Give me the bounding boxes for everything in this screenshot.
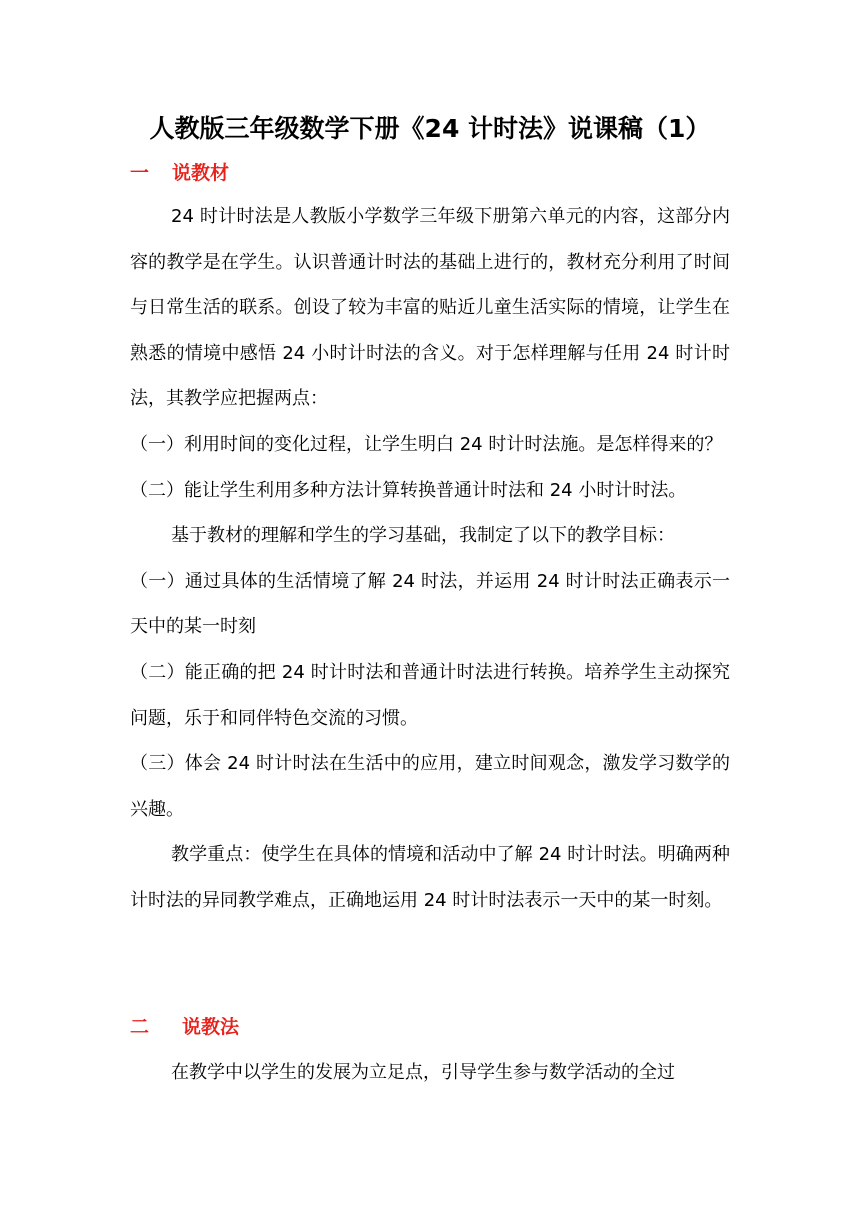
paragraph-key-points: 教学重点：使学生在具体的情境和活动中了解 24 时计时法。明确两种计时法的异同教学难点，正确地运用 24 时计时法表示一天中的某一时刻。: [130, 844, 730, 911]
paragraph-goal-3: （三）体会 24 时计时法在生活中的应用，建立时间观念，激发学习数学的兴趣。: [130, 753, 730, 820]
document-title: 人教版三年级数学下册《24 计时法》说课稿（1）: [149, 114, 711, 143]
section-heading-2: [130, 1012, 239, 1042]
section-number-1: 一: [130, 162, 150, 184]
paragraph-point-1: （一）利用时间的变化过程，让学生明白 24 时计时法施。是怎样得来的？: [130, 433, 723, 455]
paragraph-goal-2: （二）能正确的把 24 时计时法和普通计时法进行转换。培养学生主动探究问题，乐于和同伴特色交流的习惯。: [130, 661, 730, 729]
paragraph-goal-1: （一）通过具体的生活情境了解 24 时法，并运用 24 时计时法正确表示一天中的某一时刻: [130, 570, 730, 638]
section-heading-1: [130, 158, 229, 188]
paragraph-method: 在教学中以学生的发展为立足点，引导学生参与数学活动的全过: [171, 1062, 675, 1083]
section-title-2: 说教法: [182, 1016, 240, 1038]
section-number-2: 二: [130, 1016, 150, 1038]
paragraph-goals-intro: 基于教材的理解和学生的学习基础，我制定了以下的教学目标：: [171, 525, 675, 547]
paragraph-intro: 24 时计时法是人教版小学数学三年级下册第六单元的内容，这部分内容的教学是在学生。认识普通计时法的基础上进行的，教材充分利用了时间与日常生活的联系。创设了较为丰富的贴近儿童生活实际的情境，让学生在熟悉的情境中感悟 24 小时计时法的含义。对于怎样理解与任用 24 时计时法，其教学应把握两点：: [130, 206, 730, 410]
section-title-1: 说教材: [172, 162, 230, 184]
paragraph-point-2: （二）能让学生利用多种方法计算转换普通计时法和 24 小时计时法。: [130, 479, 687, 501]
document-body-2: [130, 1050, 730, 1096]
document-body: [130, 194, 730, 924]
